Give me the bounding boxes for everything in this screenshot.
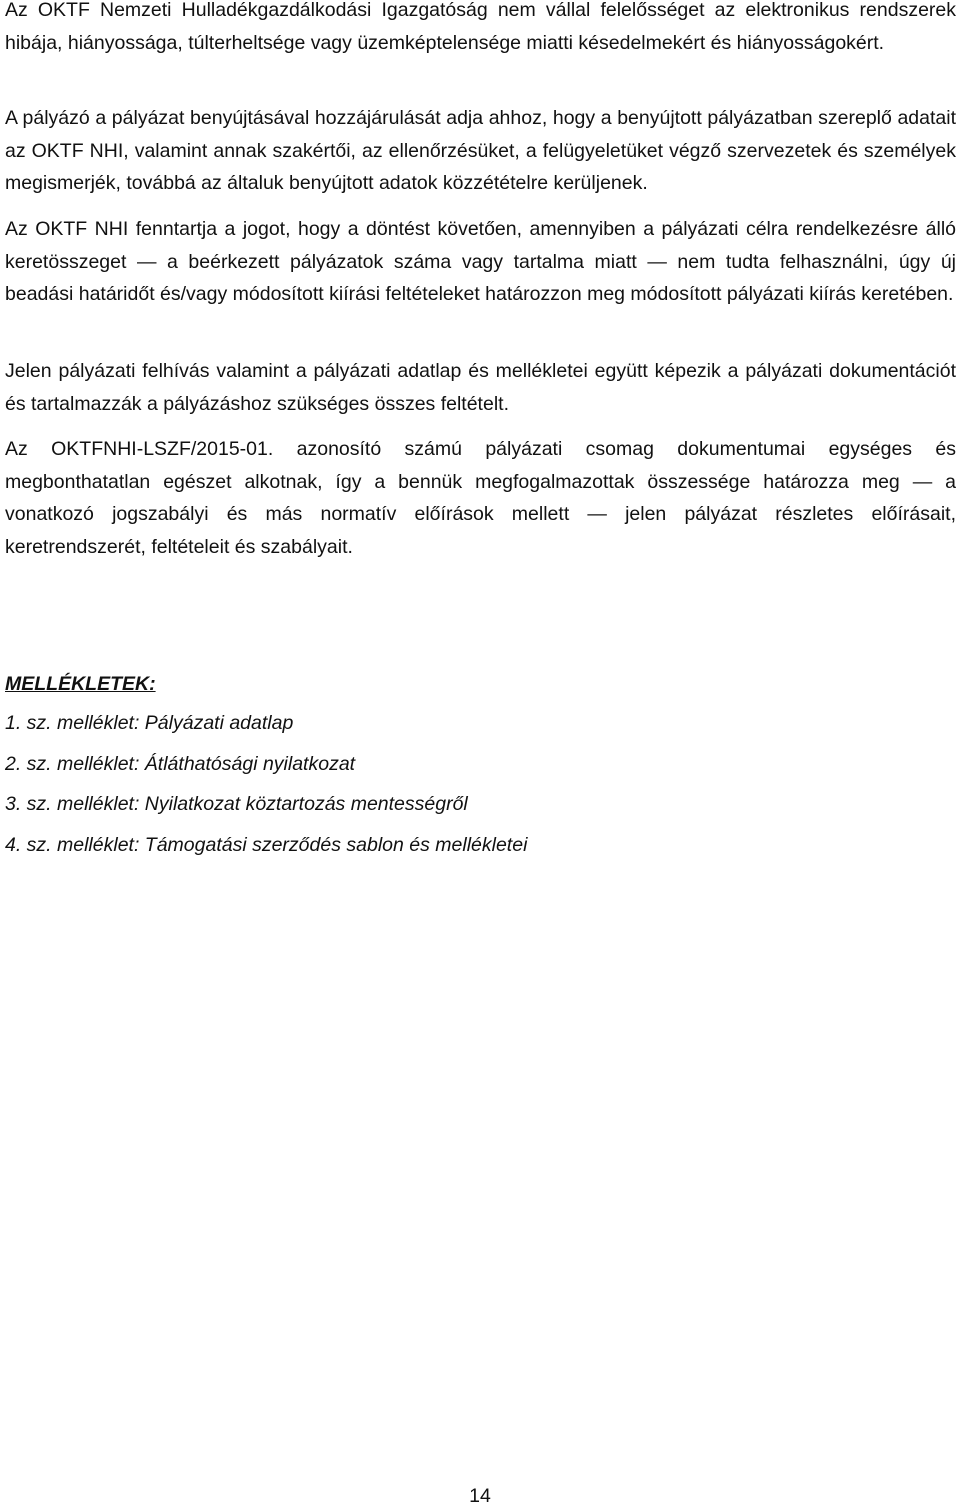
attachment-item-3: 3. sz. melléklet: Nyilatkozat köztartozás mentességről — [5, 793, 468, 815]
paragraph-liability: Az OKTF Nemzeti Hulladékgazdálkodási Igazgatóság nem vállal felelősséget az elektronikus rendszerek hibája, hiányossága, túlterheltsége vagy üzemképtelensége miatti késedelmekért és hiányosságokért. — [5, 0, 956, 54]
attachment-item-4: 4. sz. melléklet: Támogatási szerződés sablon és mellékletei — [5, 833, 528, 856]
paragraph-documentation: Jelen pályázati felhívás valamint a pályázati adatlap és mellékletei együtt képezik a pályázati dokumentációt és tartalmazzák a pályázáshoz szükséges összes feltételt. — [5, 360, 956, 415]
paragraph-package: Az OKTFNHI-LSZF/2015-01. azonosító számú pályázati csomag dokumentumai egységes és megbonthatatlan egészet alkotnak, így a bennük megfogalmazottak összessége határozza meg — a vonatkozó jogszabályi és más normatív előírások mellett — jelen pályázat részletes előírásait, keretrendszerét, feltételeit és szabályait. — [5, 438, 956, 558]
page-number: 14 — [469, 1485, 491, 1507]
attachment-item-1: 1. sz. melléklet: Pályázati adatlap — [5, 712, 294, 734]
paragraph-rights-reserved: Az OKTF NHI fenntartja a jogot, hogy a döntést követően, amennyiben a pályázati célra rendelkezésre álló keretösszeget — a beérkezett pályázatok száma vagy tartalma miatt — nem tudta felhasználni, úgy új beadási határidőt és/vagy módosított kiírási feltételeket határozzon meg módosított pályázati kiírás keretében. — [5, 218, 956, 305]
attachments-heading: MELLÉKLETEK: — [5, 673, 156, 695]
paragraph-data-consent: A pályázó a pályázat benyújtásával hozzájárulását adja ahhoz, hogy a benyújtott pályázatban szereplő adatait az OKTF NHI, valamint annak szakértői, az ellenőrzésüket, a felügyeletüket végző szervezetek és személyek megismerjék, továbbá az általuk benyújtott adatok közzétételre kerüljenek. — [5, 107, 956, 194]
attachment-list — [5, 707, 527, 869]
attachment-item-2: 2. sz. melléklet: Átláthatósági nyilatkozat — [5, 752, 356, 775]
